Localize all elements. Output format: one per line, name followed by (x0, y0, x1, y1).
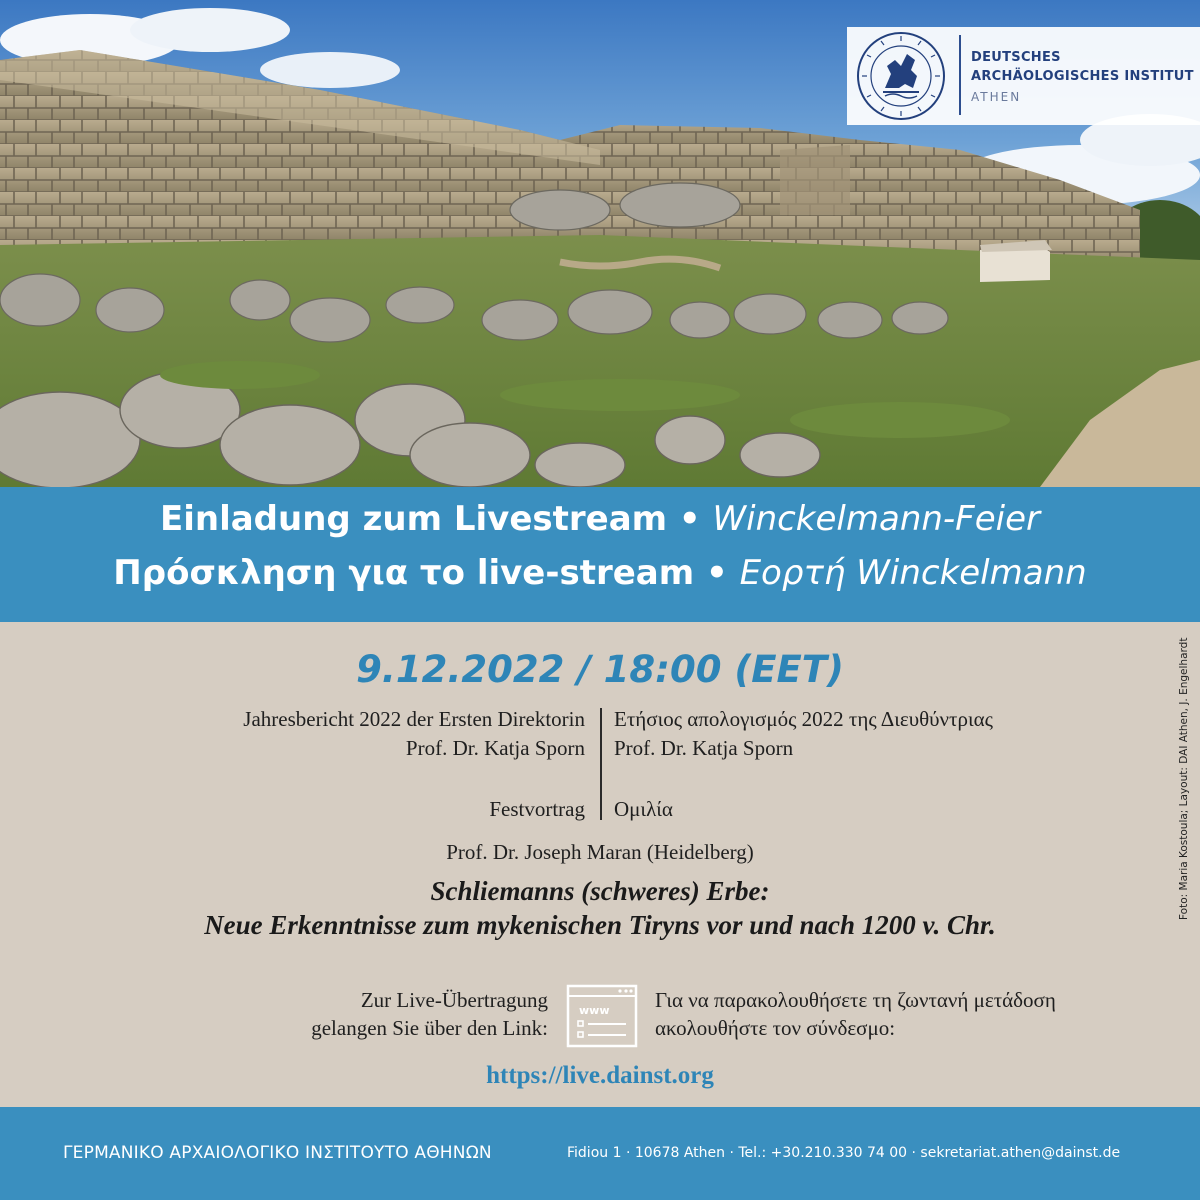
logo-text-line2: ARCHÄOLOGISCHES INSTITUT (971, 69, 1194, 84)
omilia-label: Ομιλία (614, 797, 673, 821)
title-german-main: Einladung zum Livestream • (159, 499, 701, 539)
report-greek-speaker: Prof. Dr. Katja Sporn (614, 736, 794, 760)
livestream-greek-line1: Για να παρακολουθήσετε τη ζωντανή μετάδοση (655, 988, 1056, 1012)
lecture-title-line1: Schliemanns (schweres) Erbe: (430, 876, 770, 906)
report-german-line1: Jahresbericht 2022 der Ersten Direktorin (243, 707, 585, 731)
www-icon-label: www (579, 1004, 610, 1017)
dai-seal-icon (855, 30, 947, 122)
logo-divider (959, 35, 961, 115)
livestream-german-line1: Zur Live-Übertragung (360, 988, 548, 1012)
livestream-greek-line2: ακολουθήστε τον σύνδεσμο: (655, 1016, 896, 1040)
event-date: 9.12.2022 / 18:00 (EET) (356, 648, 844, 691)
column-divider (600, 708, 602, 820)
photo-credit-text: Foto: Maria Kostoula; Layout: DAI Athen, J. Engelhardt (1178, 637, 1190, 920)
report-greek-line1: Ετήσιος απολογισμός 2022 της Διευθύντριας (614, 707, 993, 731)
title-german (0, 499, 1200, 539)
lecture-title-line2: Neue Erkenntnisse zum mykenischen Tiryns vor und nach 1200 v. Chr. (204, 910, 996, 940)
logo-text-line1: DEUTSCHES (971, 50, 1061, 65)
title-band (0, 487, 1200, 622)
logo-text-line3: ATHEN (971, 90, 1022, 104)
title-greek-main: Πρόσκληση για το live-stream • (113, 553, 728, 593)
photo-credit (1178, 637, 1194, 920)
title-greek (0, 553, 1200, 593)
title-german-italic: Winckelmann-Feier (712, 499, 1040, 539)
browser-window-icon (566, 984, 638, 1048)
dai-logo (847, 27, 1200, 125)
lecture-speaker: Prof. Dr. Joseph Maran (Heidelberg) (446, 840, 754, 864)
footer-institute-name: ΓΕΡΜΑΝΙΚΟ ΑΡΧΑΙΟΛΟΓΙΚΟ ΙΝΣΤΙΤΟΥΤΟ ΑΘΗΝΩΝ (63, 1143, 492, 1163)
footer-bar (0, 1107, 1200, 1200)
title-greek-italic: Εορτή Winckelmann (739, 553, 1087, 593)
festvortrag-label: Festvortrag (489, 797, 585, 821)
livestream-german-line2: gelangen Sie über den Link: (311, 1016, 548, 1040)
report-german-speaker: Prof. Dr. Katja Sporn (405, 736, 585, 760)
livestream-link[interactable]: https://live.dainst.org (486, 1062, 714, 1089)
footer-contact: Fidiou 1 · 10678 Athen · Tel.: +30.210.330 74 00 · sekretariat.athen@dainst.de (567, 1145, 1121, 1161)
